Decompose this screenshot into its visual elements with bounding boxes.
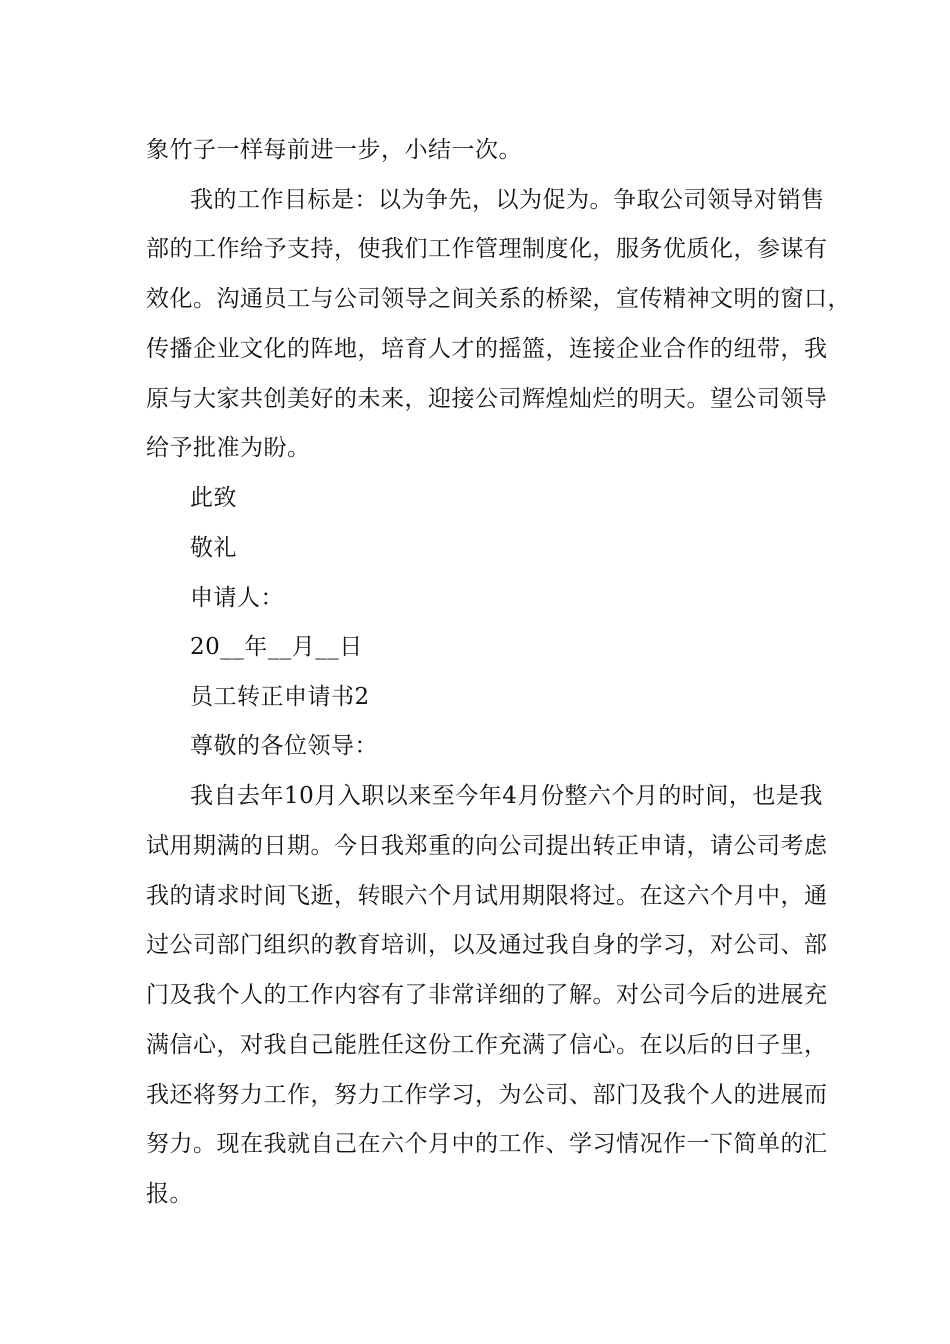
closing-salutation: 此致	[190, 485, 237, 511]
text-line: 努力。现在我就自己在六个月中的工作、学习情况作一下简单的汇	[146, 1131, 828, 1157]
section-title: 员工转正申请书2	[190, 684, 370, 710]
text-line: 门及我个人的工作内容有了非常详细的了解。对公司今后的进展充	[146, 982, 828, 1008]
text-line: 给予批准为盼。	[146, 435, 311, 461]
text-line: 传播企业文化的阵地，培育人才的摇篮，连接企业合作的纽带，我	[146, 336, 828, 362]
text-line: 我还将努力工作，努力工作学习，为公司、部门及我个人的进展而	[146, 1082, 828, 1108]
text-line: 试用期满的日期。今日我郑重的向公司提出转正申请，请公司考虑	[146, 833, 828, 859]
closing-regards: 敬礼	[190, 535, 237, 561]
text-line: 报。	[146, 1181, 193, 1207]
date-line: 20__年__月__日	[190, 634, 363, 660]
text-line: 过公司部门组织的教育培训，以及通过我自身的学习，对公司、部	[146, 932, 828, 958]
text-line: 部的工作给予支持，使我们工作管理制度化，服务优质化，参谋有	[146, 236, 828, 262]
text-line: 效化。沟通员工与公司领导之间关系的桥梁，宣传精神文明的窗口，	[146, 286, 851, 312]
text-line: 我的请求时间飞逝，转眼六个月试用期限将过。在这六个月中，通	[146, 883, 828, 909]
text-line: 象竹子一样每前进一步，小结一次。	[146, 137, 522, 163]
paragraph-first-line: 我的工作目标是：以为争先，以为促为。争取公司领导对销售	[190, 187, 825, 213]
text-line: 满信心，对我自己能胜任这份工作充满了信心。在以后的日子里，	[146, 1032, 828, 1058]
text-line: 原与大家共创美好的未来，迎接公司辉煌灿烂的明天。望公司领导	[146, 386, 828, 412]
greeting: 尊敬的各位领导：	[190, 733, 378, 759]
paragraph-first-line: 我自去年10月入职以来至今年4月份整六个月的时间，也是我	[190, 783, 823, 809]
applicant-label: 申请人：	[190, 585, 284, 611]
